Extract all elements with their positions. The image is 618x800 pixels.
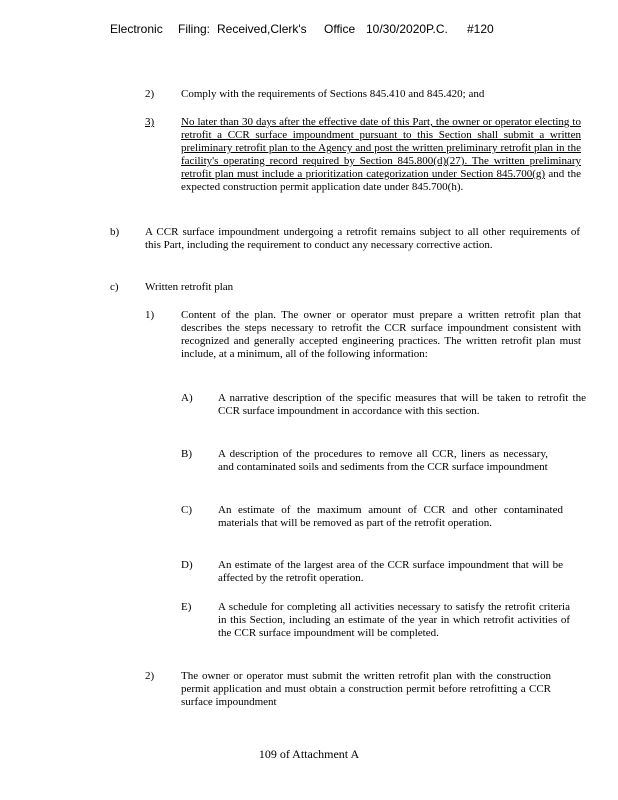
- item-number: 3): [145, 116, 155, 128]
- item-number: A): [181, 392, 193, 404]
- paragraph-c2: The owner or operator must submit the written retrofit plan with the construction permit application and must obtain a construction permit before retrofitting a CCR surface impoundment: [181, 670, 551, 708]
- paragraph-cA: A narrative description of the specific measures that will be taken to retrofit the CCR surface impoundment in accordance with this section.: [218, 392, 586, 417]
- item-number: E): [181, 601, 192, 613]
- item-number: 1): [145, 309, 155, 321]
- page-footer: 109 of Attachment A: [258, 747, 360, 761]
- paragraph-b: A CCR surface impoundment undergoing a retrofit remains subject to all other requirements of this Part, including the requirement to conduct any necessary corrective action.: [145, 226, 580, 251]
- item-number: D): [181, 559, 193, 571]
- item-number: C): [181, 504, 192, 516]
- header-received: Received,Clerk's: [217, 22, 307, 36]
- paragraph-a2: Comply with the requirements of Sections 845.410 and 845.420; and: [181, 88, 485, 100]
- item-number: B): [181, 448, 192, 460]
- item-number: c): [110, 281, 119, 293]
- paragraph-c1: Content of the plan. The owner or operator must prepare a written retrofit plan that describes the steps necessary to retrofit the CCR surface impoundment consistent with recognized and generally accepted engineering practices. The written retrofit plan must include, at a minimum, all of the following information:: [181, 309, 581, 360]
- header-electronic: Electronic: [110, 22, 163, 36]
- item-number: 2): [145, 670, 155, 682]
- paragraph-cE: A schedule for completing all activities necessary to satisfy the retrofit criteria in this Section, including an estimate of the year in which retrofit activities of the CCR surface impoundment will be completed.: [218, 601, 570, 639]
- header-office: Office: [324, 22, 356, 36]
- paragraph-a3-plain: and the expected construction permit application date under 845.700(h).: [181, 168, 581, 193]
- paragraph-a3: [181, 116, 581, 194]
- header-docnum: #120: [467, 22, 494, 36]
- item-number: 2): [145, 88, 155, 100]
- heading-c: Written retrofit plan: [145, 281, 234, 293]
- paragraph-cC: An estimate of the maximum amount of CCR and other contaminated materials that will be removed as part of the retrofit operation.: [218, 504, 563, 529]
- paragraph-cB: A description of the procedures to remove all CCR, liners as necessary, and contaminated soils and sediments from the CCR surface impoundment: [218, 448, 548, 473]
- paragraph-cD: An estimate of the largest area of the CCR surface impoundment that will be affected by the retrofit operation.: [218, 559, 563, 584]
- header-date: 10/30/2020P.C.: [366, 22, 448, 36]
- item-number: b): [110, 226, 120, 238]
- header-filing: Filing:: [178, 22, 211, 36]
- paragraph-a3-underlined: No later than 30 days after the effective date of this Part, the owner or operator electing to retrofit a CCR surface impoundment pursuant to this Section shall submit a written preliminary retrofit plan to the Agency and post the written preliminary retrofit plan in the facility's operating record required by Section 845.800(d)(27). The written preliminary retrofit plan must include a prioritization categorization under Section 845.700(g): [181, 116, 581, 180]
